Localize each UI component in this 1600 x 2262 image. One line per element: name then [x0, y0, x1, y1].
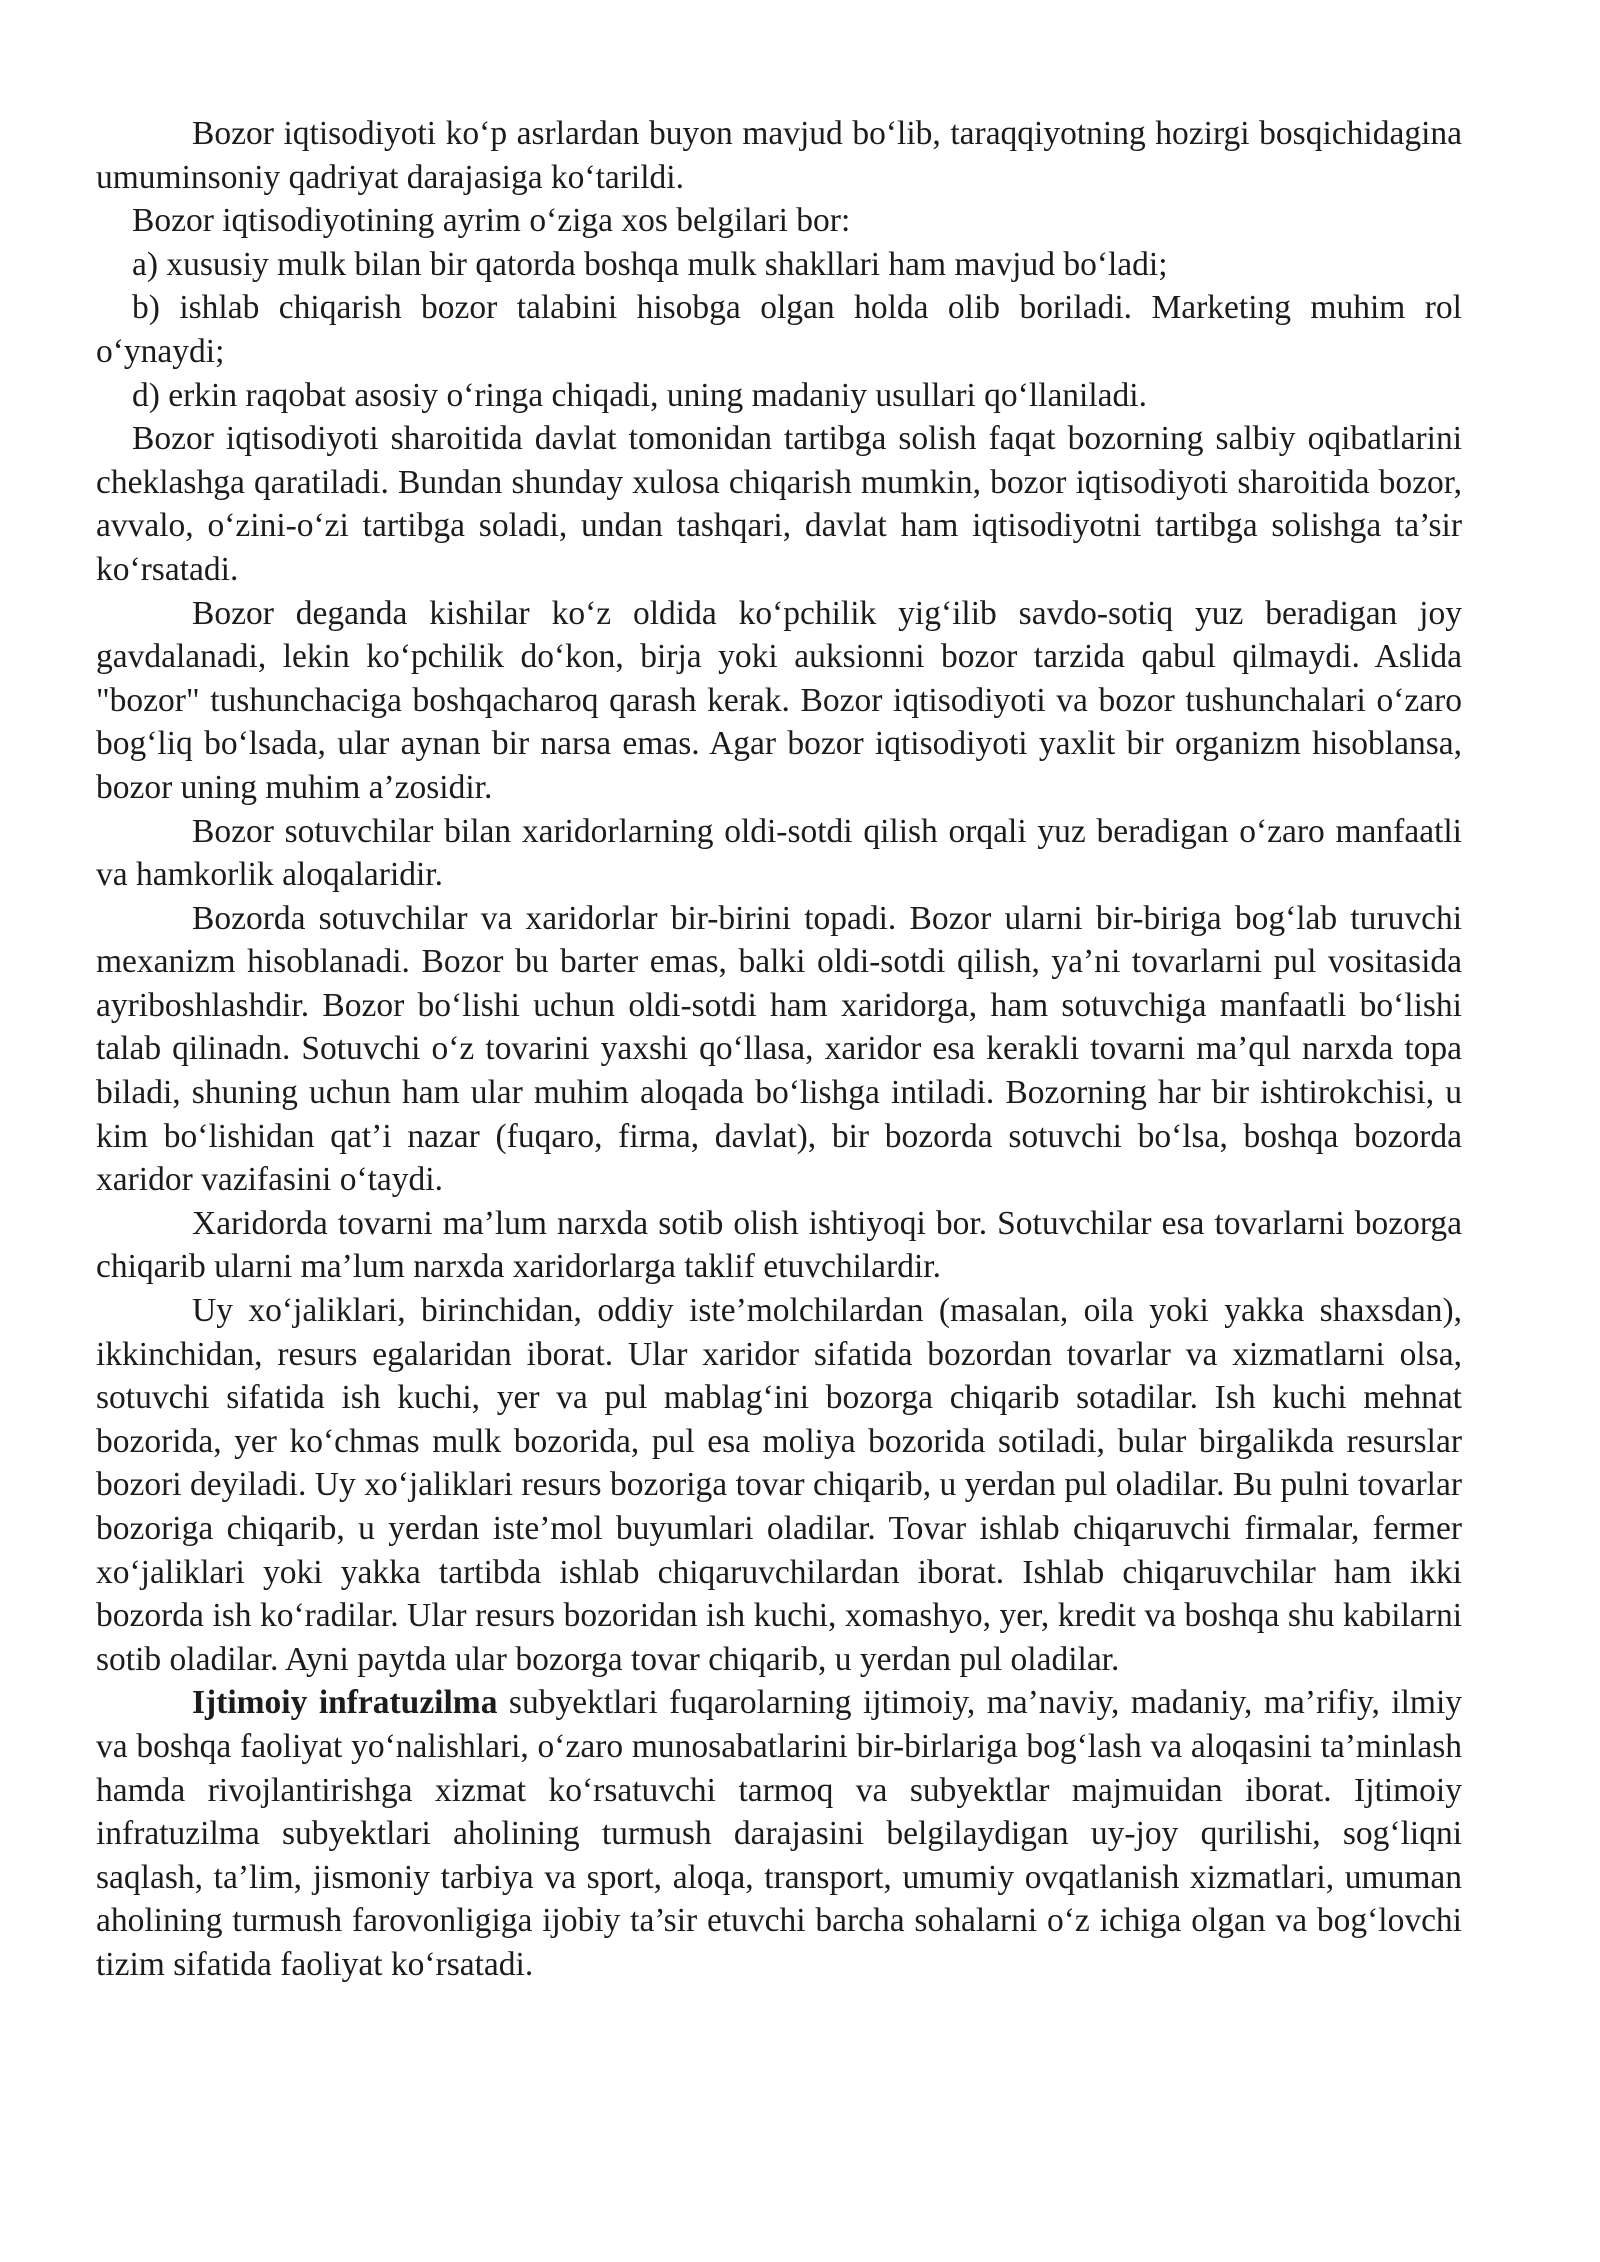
list-item-b: b) ishlab chiqarish bozor talabini hisobga olgan holda olib boriladi. Marketing muhim rol oʻynaydi;: [96, 289, 1462, 370]
paragraph-6: Bozor iqtisodiyoti sharoitida davlat tomonidan tartibga solish faqat bozorning salbiy oqibatlarini cheklashga qaratiladi. Bundan shunday xulosa chiqarish mumkin, bozor iqtisodiyoti sharoitida bozor, avvalo, oʻzini-oʻzi tartibga soladi, undan tashqari, davlat ham iqtisodiyotni tartibga solishga ta’sir koʻrsatadi.: [96, 420, 1462, 588]
paragraph-7: Bozor deganda kishilar koʻz oldida koʻpchilik yigʻilib savdo-sotiq yuz beradigan joy gavdalanadi, lekin koʻpchilik doʻkon, birja yoki auksionni bozor tarzida qabul qilmaydi. Aslida "bozor" tushunchaciga boshqacharoq qarash kerak. Bozor iqtisodiyoti va bozor tushunchalari oʻzaro bogʻliq boʻlsada, ular aynan bir narsa emas. Agar bozor iqtisodiyoti yaxlit bir organizm hisoblansa, bozor uning muhim a’zosidir.: [96, 594, 1462, 806]
paragraph-12-text: subyektlari fuqarolarning ijtimoiy, ma’naviy, madaniy, ma’rifiy, ilmiy va boshqa faoliyat yoʻnalishlari, oʻzaro munosabatlarini bir-birlariga bogʻlash va aloqasini ta’minlash hamda rivojlantirishga xizmat koʻrsatuvchi tarmoq va subyektlar majmuidan iborat. Ijtimoiy infratuzilma subyektlari aholining turmush darajasini belgilaydigan uy-joy qurilishi, sogʻliqni saqlash, ta’lim, jismoniy tarbiya va sport, aloqa, transport, umumiy ovqatlanish xizmatlari, umuman aholining turmush farovonligiga ijobiy ta’sir etuvchi barcha sohalarni oʻz ichiga olgan va bogʻlovchi tizim sifatida faoliyat koʻrsatadi.: [96, 1684, 1462, 1983]
paragraph-2: Bozor iqtisodiyotining ayrim oʻziga xos belgilari bor:: [132, 202, 851, 240]
paragraph-1: Bozor iqtisodiyoti koʻp asrlardan buyon mavjud boʻlib, taraqqiyotning hozirgi bosqichidagina umuminsoniy qadriyat darajasiga koʻtarildi.: [96, 115, 1462, 196]
bold-term: Ijtimoiy infratuzilma: [192, 1684, 498, 1722]
list-item-d: d) erkin raqobat asosiy oʻringa chiqadi, uning madaniy usullari qoʻllaniladi.: [132, 376, 1147, 414]
document-page: [96, 112, 1462, 1987]
paragraph-8: Bozor sotuvchilar bilan xaridorlarning oldi-sotdi qilish orqali yuz beradigan oʻzaro manfaatli va hamkorlik aloqalaridir.: [96, 812, 1462, 894]
paragraph-9: Bozorda sotuvchilar va xaridorlar bir-birini topadi. Bozor ularni bir-biriga bogʻlab turuvchi mexanizm hisoblanadi. Bozor bu barter emas, balki oldi-sotdi qilish, ya’ni tovarlarni pul vositasida ayriboshlashdir. Bozor boʻlishi uchun oldi-sotdi ham xaridorga, ham sotuvchiga manfaatli boʻlishi talab qilinadn. Sotuvchi oʻz tovarini yaxshi qoʻllasa, xaridor esa kerakli tovarni ma’qul narxda topa biladi, shuning uchun ham ular muhim aloqada boʻlishga intiladi. Bozorning har bir ishtirokchisi, u kim boʻlishidan qat’i nazar (fuqaro, firma, davlat), bir bozorda sotuvchi boʻlsa, boshqa bozorda xaridor vazifasini oʻtaydi.: [96, 899, 1462, 1199]
paragraph-11: Uy xoʻjaliklari, birinchidan, oddiy iste’molchilardan (masalan, oila yoki yakka shaxsdan), ikkinchidan, resurs egalaridan iborat. Ular xaridor sifatida bozordan tovarlar va xizmatlarni olsa, sotuvchi sifatida ish kuchi, yer va pul mablagʻini bozorga chiqarib sotadilar. Ish kuchi mehnat bozorida, yer koʻchmas mulk bozorida, pul esa moliya bozorida sotiladi, bular birgalikda resurslar bozori deyiladi. Uy xoʻjaliklari resurs bozoriga tovar chiqarib, u yerdan pul oladilar. Bu pulni tovarlar bozoriga chiqarib, u yerdan iste’mol buyumlari oladilar. Tovar ishlab chiqaruvchi firmalar, fermer xoʻjaliklari yoki yakka tartibda ishlab chiqaruvchilardan iborat. Ishlab chiqaruvchilar ham ikki bozorda ish koʻradilar. Ular resurs bozoridan ish kuchi, xomashyo, yer, kredit va boshqa shu kabilarni sotib oladilar. Ayni paytda ular bozorga tovar chiqarib, u yerdan pul oladilar.: [96, 1292, 1462, 1678]
list-item-a: a) xususiy mulk bilan bir qatorda boshqa mulk shakllari ham mavjud boʻladi;: [132, 245, 1168, 283]
paragraph-10: Xaridorda tovarni ma’lum narxda sotib olish ishtiyoqi bor. Sotuvchilar esa tovarlarni bozorga chiqarib ularni ma’lum narxda xaridorlarga taklif etuvchilardir.: [96, 1204, 1462, 1286]
paragraph-12: [96, 1681, 1462, 1986]
